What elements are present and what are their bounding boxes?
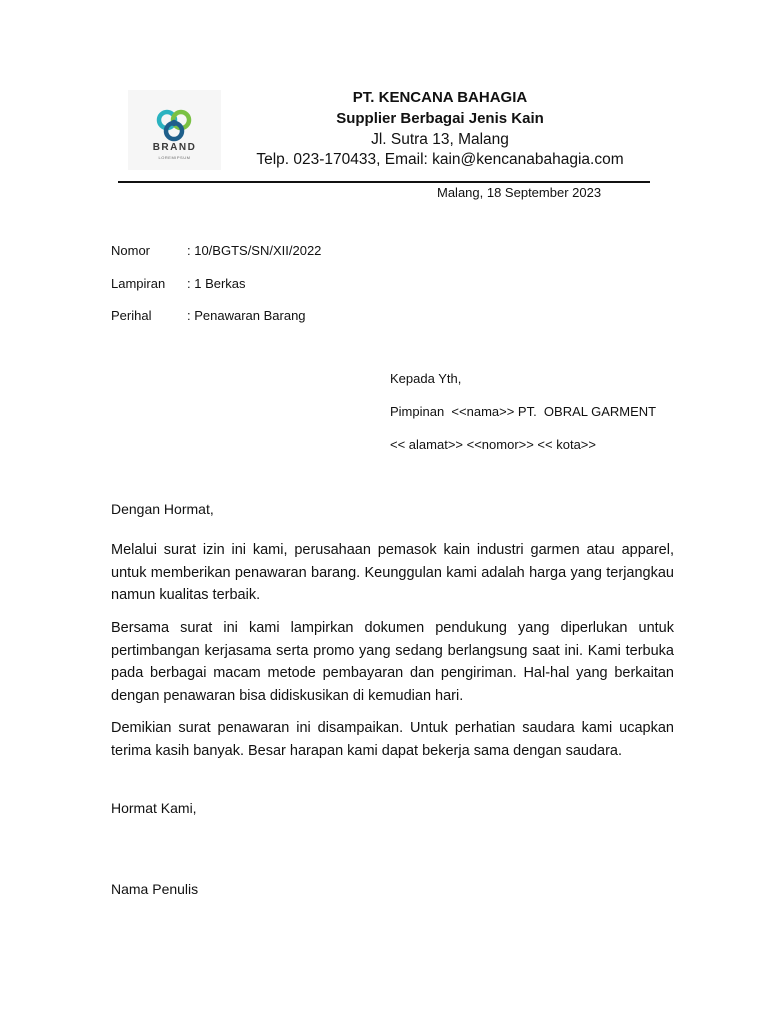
- nomor-value: : 10/BGTS/SN/XII/2022: [187, 243, 322, 258]
- signer-name: Nama Penulis: [111, 881, 199, 897]
- perihal-value: : Penawaran Barang: [187, 308, 306, 323]
- salutation: Dengan Hormat,: [111, 501, 214, 517]
- recipient-greeting: Kepada Yth,: [390, 371, 462, 386]
- recipient-name: Pimpinan <<nama>> PT. OBRAL GARMENT: [390, 404, 657, 419]
- company-name: PT. KENCANA BAHAGIA: [352, 89, 528, 106]
- lampiran-label: Lampiran: [111, 276, 166, 291]
- nomor-label: Nomor: [111, 243, 151, 258]
- company-tagline: Supplier Berbagai Jenis Kain: [336, 110, 544, 127]
- body-paragraph-1: Melalui surat izin ini kami, perusahaan pemasok kain industri garmen atau apparel, untuk memberikan penawaran barang. Keunggulan kami adalah harga yang terjangkau namun kualitas terbaik.: [111, 542, 674, 603]
- company-address: Jl. Sutra 13, Malang: [371, 131, 509, 148]
- body-paragraph-3: Demikian surat penawaran ini disampaikan. Untuk perhatian saudara kami ucapkan terima kasih banyak. Besar harapan kami dapat bekerja sama dengan saudara.: [111, 720, 674, 759]
- letter-date: Malang, 18 September 2023: [437, 185, 602, 200]
- brand-logo: [128, 90, 221, 170]
- recipient-address: << alamat>> <<nomor>> << kota>>: [390, 437, 596, 452]
- perihal-label: Perihal: [111, 308, 152, 323]
- logo-subtext: LOREMIPSUM: [158, 155, 191, 160]
- closing: Hormat Kami,: [111, 800, 197, 816]
- letterhead-divider: [118, 181, 650, 183]
- company-contact: Telp. 023-170433, Email: kain@kencanabahagia.com: [256, 151, 624, 168]
- logo-brand-text: BRAND: [152, 142, 197, 153]
- body-paragraph-2: Bersama surat ini kami lampirkan dokumen pendukung yang diperlukan untuk pertimbangan kerjasama serta promo yang sedang berlangsung saat ini. Kami terbuka pada berbagai macam metode pembayaran dan pengiriman. Hal-hal yang berkaitan dengan penawaran bisa didiskusikan di kemudian hari.: [111, 620, 674, 704]
- lampiran-value: : 1 Berkas: [187, 276, 246, 291]
